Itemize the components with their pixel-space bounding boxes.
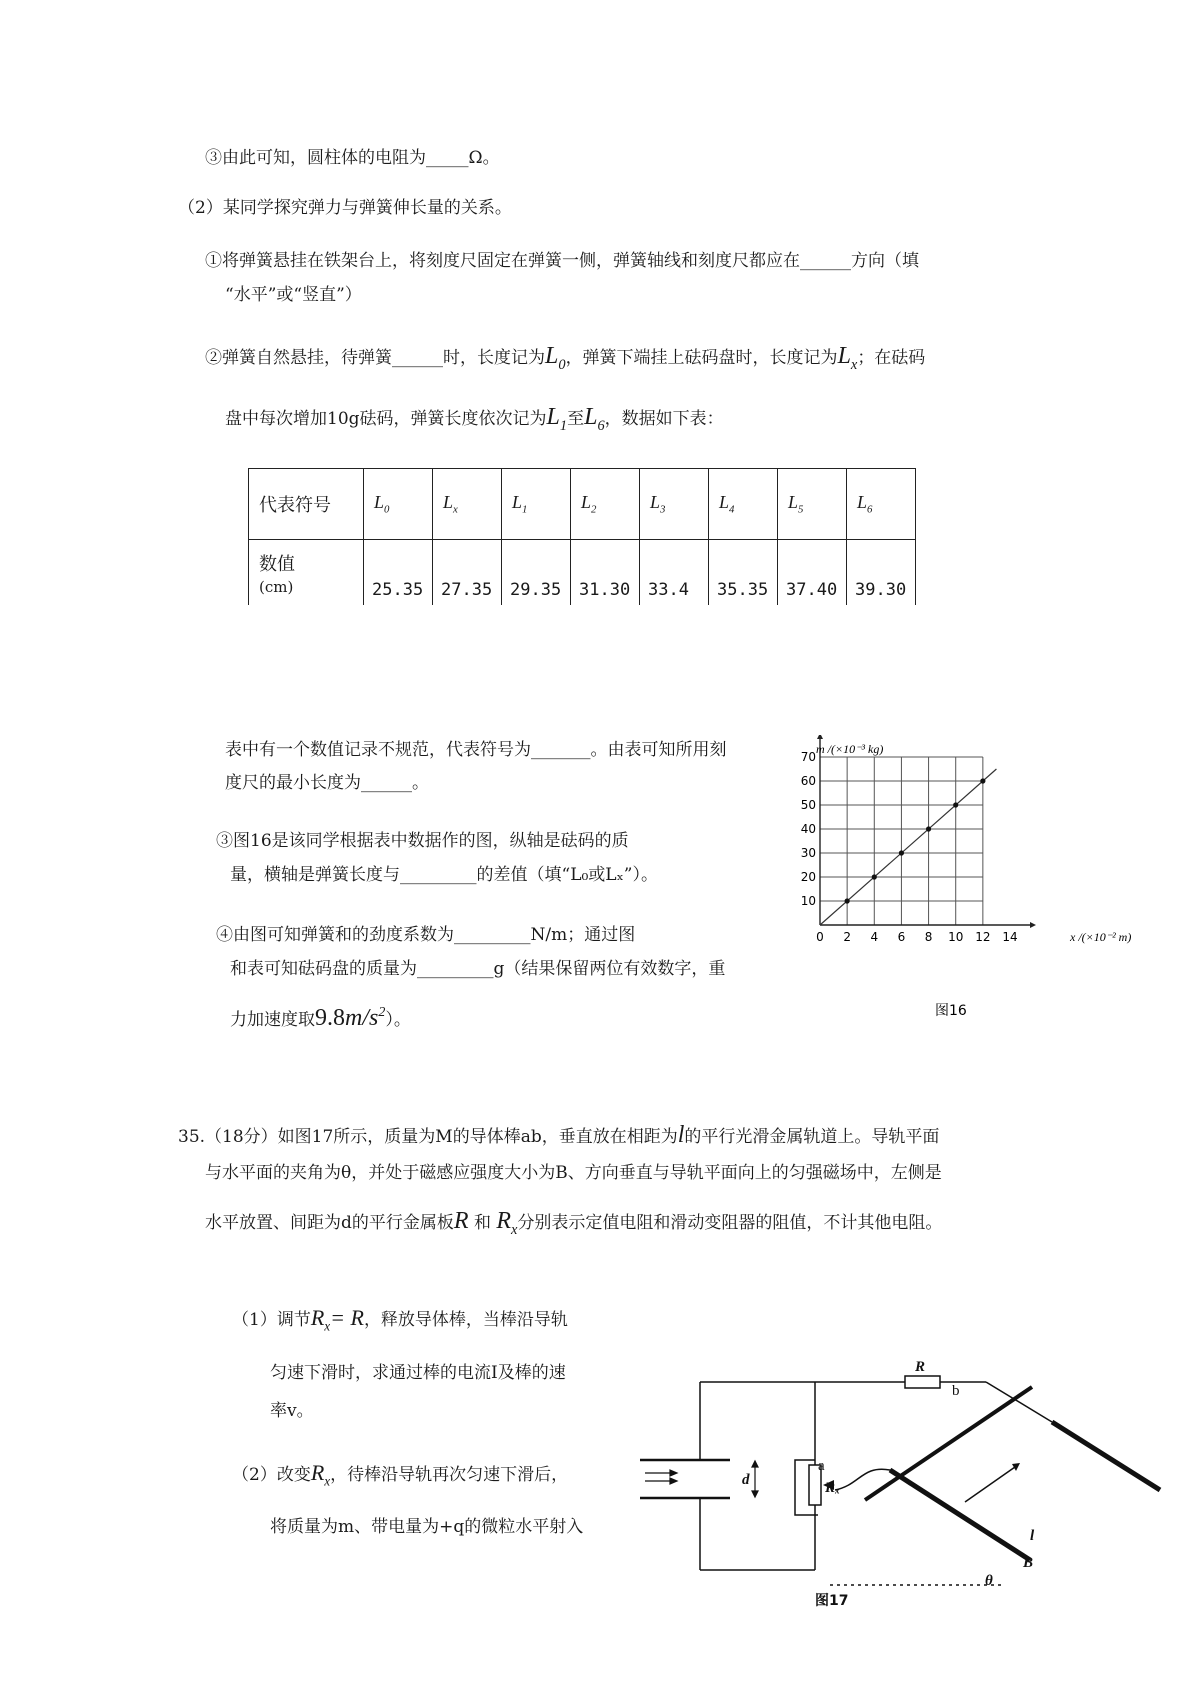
q2-4-line1: ④由图可知弹簧和的劲度系数为_________N/m；通过图 bbox=[216, 925, 636, 945]
value-unit: (cm) bbox=[259, 578, 294, 596]
y-tick-label: 30 bbox=[800, 846, 816, 860]
q35-2-b: ，待棒沿导轨再次匀速下滑后， bbox=[330, 1465, 569, 1485]
data-point bbox=[980, 778, 985, 783]
table-row-symbols bbox=[249, 469, 916, 540]
data-point bbox=[845, 898, 850, 903]
after-table-line1: 表中有一个数值记录不规范，代表符号为_______。由表可知所用刻 bbox=[225, 740, 727, 760]
table-cell-symbol: $L_1$ bbox=[502, 469, 571, 540]
y-tick-label: 10 bbox=[800, 894, 816, 908]
q35-2-line1 bbox=[232, 1460, 568, 1489]
after-table-line2: 度尺的最小长度为______。 bbox=[225, 773, 429, 793]
y-tick-label: 50 bbox=[800, 798, 816, 812]
data-point bbox=[872, 874, 877, 879]
x-tick-label: 8 bbox=[924, 930, 933, 944]
data-point bbox=[953, 802, 958, 807]
table-header-value bbox=[249, 540, 364, 606]
fig16-chart bbox=[800, 735, 1160, 1025]
q2-2-line2-c: ，数据如下表： bbox=[604, 409, 724, 429]
q2-3-line2: 量，横轴是弹簧长度与_________的差值（填“L₀或Lₓ”）。 bbox=[230, 865, 658, 885]
q2-4-line2: 和表可知砝码盘的质量为_________g（结果保留两位有效数字，重 bbox=[230, 959, 726, 979]
q35-1-a: （1）调节 bbox=[232, 1310, 311, 1330]
table-cell-value: 37.40 bbox=[778, 540, 847, 606]
b-field-arrowhead bbox=[1012, 1463, 1020, 1471]
table-cell-value: 25.35 bbox=[364, 540, 433, 606]
q2-2-line2-b: 至 bbox=[567, 409, 585, 429]
q2-title: （2）某同学探究弹力与弹簧伸长量的关系。 bbox=[178, 198, 512, 218]
label-d: d bbox=[742, 1472, 750, 1488]
label-B: B bbox=[1023, 1555, 1034, 1571]
label-theta: θ bbox=[985, 1573, 993, 1589]
table-cell-symbol: $L_6$ bbox=[847, 469, 916, 540]
q1-part3-text: ③由此可知，圆柱体的电阻为_____Ω。 bbox=[205, 148, 500, 168]
x-tick-label: 0 bbox=[816, 930, 824, 944]
value-label: 数值 bbox=[259, 554, 295, 575]
symbol-L0: $L_0$ bbox=[545, 343, 566, 373]
table-cell-symbol: $L_3$ bbox=[640, 469, 709, 540]
y-axis-label: m /(×10⁻³ kg) bbox=[816, 742, 884, 756]
resistor-R bbox=[905, 1376, 940, 1388]
q2-2-line1 bbox=[205, 343, 925, 374]
q35-line3-a: 水平放置、间距为d的平行金属板 bbox=[205, 1213, 454, 1233]
q35-line3-and: 和 bbox=[473, 1213, 491, 1233]
q2-4-line3-d: ）。 bbox=[385, 1010, 411, 1030]
x-tick-label: 6 bbox=[897, 930, 906, 944]
symbol-Lx: $L_x$ bbox=[837, 343, 858, 373]
table-cell-value: 39.30 bbox=[847, 540, 916, 606]
q35-line1-b: 的平行光滑金属轨道上。导轨平面 bbox=[684, 1127, 940, 1147]
particle-path-arrows bbox=[645, 1470, 677, 1484]
data-point bbox=[899, 850, 904, 855]
q2-3-line1: ③图16是该同学根据表中数据作的图，纵轴是砝码的质 bbox=[216, 831, 629, 851]
x-tick-label: 4 bbox=[870, 930, 879, 944]
fig16-caption: 图16 bbox=[935, 1003, 967, 1019]
data-table bbox=[248, 468, 916, 605]
fig17-caption: 图17 bbox=[815, 1593, 849, 1609]
table-cell-symbol: $L_0$ bbox=[364, 469, 433, 540]
label-l: l bbox=[1030, 1528, 1035, 1544]
symbol-Rx: $R_x$ bbox=[310, 1305, 331, 1334]
y-tick-label: 20 bbox=[800, 870, 816, 884]
table-cell-value: 31.30 bbox=[571, 540, 640, 606]
q35-line3 bbox=[205, 1208, 942, 1239]
table-cell-symbol: $L_2$ bbox=[571, 469, 640, 540]
q35-1-b: ，释放导体棒，当棒沿导轨 bbox=[363, 1310, 568, 1330]
symbol-L6: $L_6$ bbox=[584, 404, 605, 434]
q2-2-text-a: ②弹簧自然悬挂，待弹簧______时，长度记为 bbox=[205, 348, 545, 368]
q35-symbol-l: l bbox=[677, 1122, 685, 1148]
y-tick-label: 60 bbox=[800, 774, 816, 788]
label-b: b bbox=[952, 1383, 960, 1399]
data-point bbox=[926, 826, 931, 831]
symbol-Rx-text: R bbox=[496, 1208, 512, 1234]
data-table-clip bbox=[240, 460, 970, 605]
q35-1-line3: 率v。 bbox=[270, 1401, 314, 1421]
table-cell-value: 27.35 bbox=[433, 540, 502, 606]
x-tick-label: 14 bbox=[1002, 930, 1018, 944]
q2-2-text-b: ，弹簧下端挂上砝码盘时，长度记为 bbox=[565, 348, 838, 368]
q2-4-line3-a: 力加速度取 bbox=[230, 1010, 315, 1030]
q35-line2: 与水平面的夹角为θ，并处于磁感应强度大小为B、方向垂直与导轨平面向上的匀强磁场中，左侧是 bbox=[205, 1163, 942, 1183]
q35-2-a: （2）改变 bbox=[232, 1465, 311, 1485]
label-a: a bbox=[818, 1458, 825, 1474]
g-value: 9.8 bbox=[315, 1005, 345, 1031]
y-tick-label: 40 bbox=[800, 822, 816, 836]
x-tick-label: 10 bbox=[948, 930, 964, 944]
table-cell-value: 29.35 bbox=[502, 540, 571, 606]
table-row-values bbox=[249, 540, 916, 606]
y-tick-label: 70 bbox=[800, 750, 816, 764]
table-cell-symbol: $L_x$ bbox=[433, 469, 502, 540]
conductor-rod-ab bbox=[865, 1387, 1032, 1500]
label-R: R bbox=[915, 1359, 926, 1375]
q35-1-eq: = R bbox=[330, 1305, 364, 1330]
q2-1-line2: “水平”或“竖直”） bbox=[225, 285, 362, 305]
x-axis-label: x /(×10⁻² m) bbox=[1070, 930, 1132, 944]
symbol-Rx: $R_x$ bbox=[310, 1460, 331, 1489]
q35-1-line1 bbox=[232, 1305, 568, 1334]
q2-2-line2-a: 盘中每次增加10g砝码，弹簧长度依次记为 bbox=[225, 409, 547, 429]
symbol-R: R bbox=[453, 1208, 469, 1234]
g-unit: $m/s^2$ bbox=[345, 1005, 386, 1031]
q35-1-line2: 匀速下滑时，求通过棒的电流I及棒的速 bbox=[270, 1363, 566, 1383]
chart-grid bbox=[820, 757, 983, 925]
x-tick-label: 2 bbox=[843, 930, 851, 944]
symbol-Rx: $R_x$ bbox=[496, 1208, 518, 1238]
table-header-symbol: 代表符号 bbox=[249, 469, 364, 540]
q35-line1-a: 35.（18分）如图17所示，质量为M的导体棒ab，垂直放在相距为 bbox=[178, 1127, 678, 1147]
capacitor-plates bbox=[640, 1460, 730, 1498]
x-axis-arrow bbox=[1030, 922, 1036, 928]
table-cell-value: 33.4 bbox=[640, 540, 709, 606]
q35-line3-b: 分别表示定值电阻和滑动变阻器的阻值，不计其他电阻。 bbox=[517, 1213, 943, 1233]
q2-1-line1: ①将弹簧悬挂在铁架台上，将刻度尺固定在弹簧一侧，弹簧轴线和刻度尺都应在______方向（填 bbox=[205, 251, 919, 271]
table-cell-value: 35.35 bbox=[709, 540, 778, 606]
q35-line1 bbox=[178, 1122, 939, 1149]
q2-2-text-c: ；在砝码 bbox=[857, 348, 926, 368]
gap-d-arrows bbox=[752, 1461, 758, 1497]
q35-2-line2: 将质量为m、带电量为+q的微粒水平射入 bbox=[270, 1517, 584, 1537]
q2-2-line2 bbox=[225, 404, 724, 435]
g-unit-text: m/s bbox=[345, 1005, 379, 1031]
chart-series bbox=[820, 769, 996, 925]
label-Rx: Rₓ bbox=[825, 1480, 841, 1496]
b-field-arrow bbox=[965, 1467, 1015, 1502]
symbol-L1: $L_1$ bbox=[546, 404, 568, 434]
fig17-diagram bbox=[640, 1355, 1180, 1610]
q2-4-line3 bbox=[230, 1005, 411, 1032]
table-cell-symbol: $L_4$ bbox=[709, 469, 778, 540]
rails bbox=[890, 1422, 1160, 1560]
table-cell-symbol: $L_5$ bbox=[778, 469, 847, 540]
y-axis-arrow bbox=[817, 735, 823, 739]
x-tick-label: 12 bbox=[975, 930, 991, 944]
